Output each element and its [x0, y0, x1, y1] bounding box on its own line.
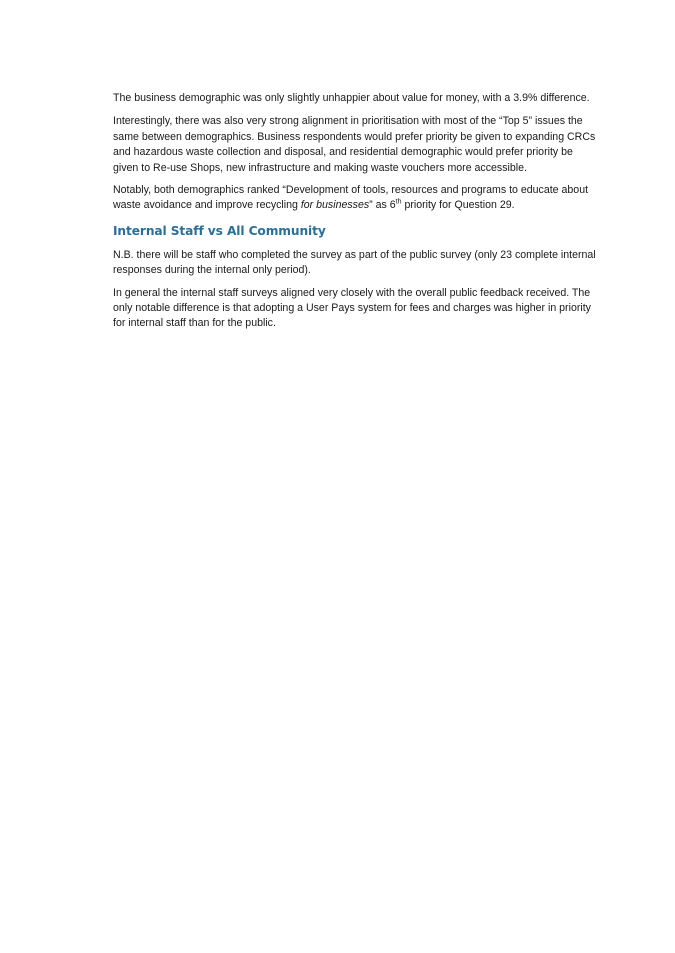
paragraph-nb-staff: N.B. there will be staff who completed the survey as part of the public survey (only 23 complete internal responses during the internal only period). — [113, 248, 596, 277]
paragraph-sixth-priority-text-2: ” as 6 — [369, 199, 396, 212]
paragraph-sixth-priority — [113, 183, 598, 214]
section-heading-internal-staff: Internal Staff vs All Community — [113, 223, 326, 238]
ordinal-superscript: th — [395, 198, 402, 206]
paragraph-prioritisation-alignment: Interestingly, there was also very strong alignment in prioritisation with most of the “Top 5” issues the same between demographics. Business respondents would prefer priority be given to expanding CRCs and hazardous waste collection and disposal, and residential demographic would prefer priority be given to Re-use Shops, new infrastructure and making waste vouchers more accessible. — [113, 115, 596, 174]
paragraph-sixth-priority-italic: for businesses — [300, 199, 370, 212]
paragraph-sixth-priority-text-3: priority for Question 29. — [401, 199, 515, 212]
document-body — [113, 91, 598, 339]
paragraph-sixth-priority-text-1: Notably, both demographics ranked “Development of tools, resources and programs to educate about waste avoidance and improve recycling — [113, 184, 589, 212]
paragraph-value-for-money: The business demographic was only slightly unhappier about value for money, with a 3.9% difference. — [113, 92, 590, 104]
paragraph-internal-staff-alignment: In general the internal staff surveys aligned very closely with the overall public feedback received. The only notable difference is that adopting a User Pays system for fees and charges was higher in priority for internal staff than for the public. — [113, 286, 591, 330]
